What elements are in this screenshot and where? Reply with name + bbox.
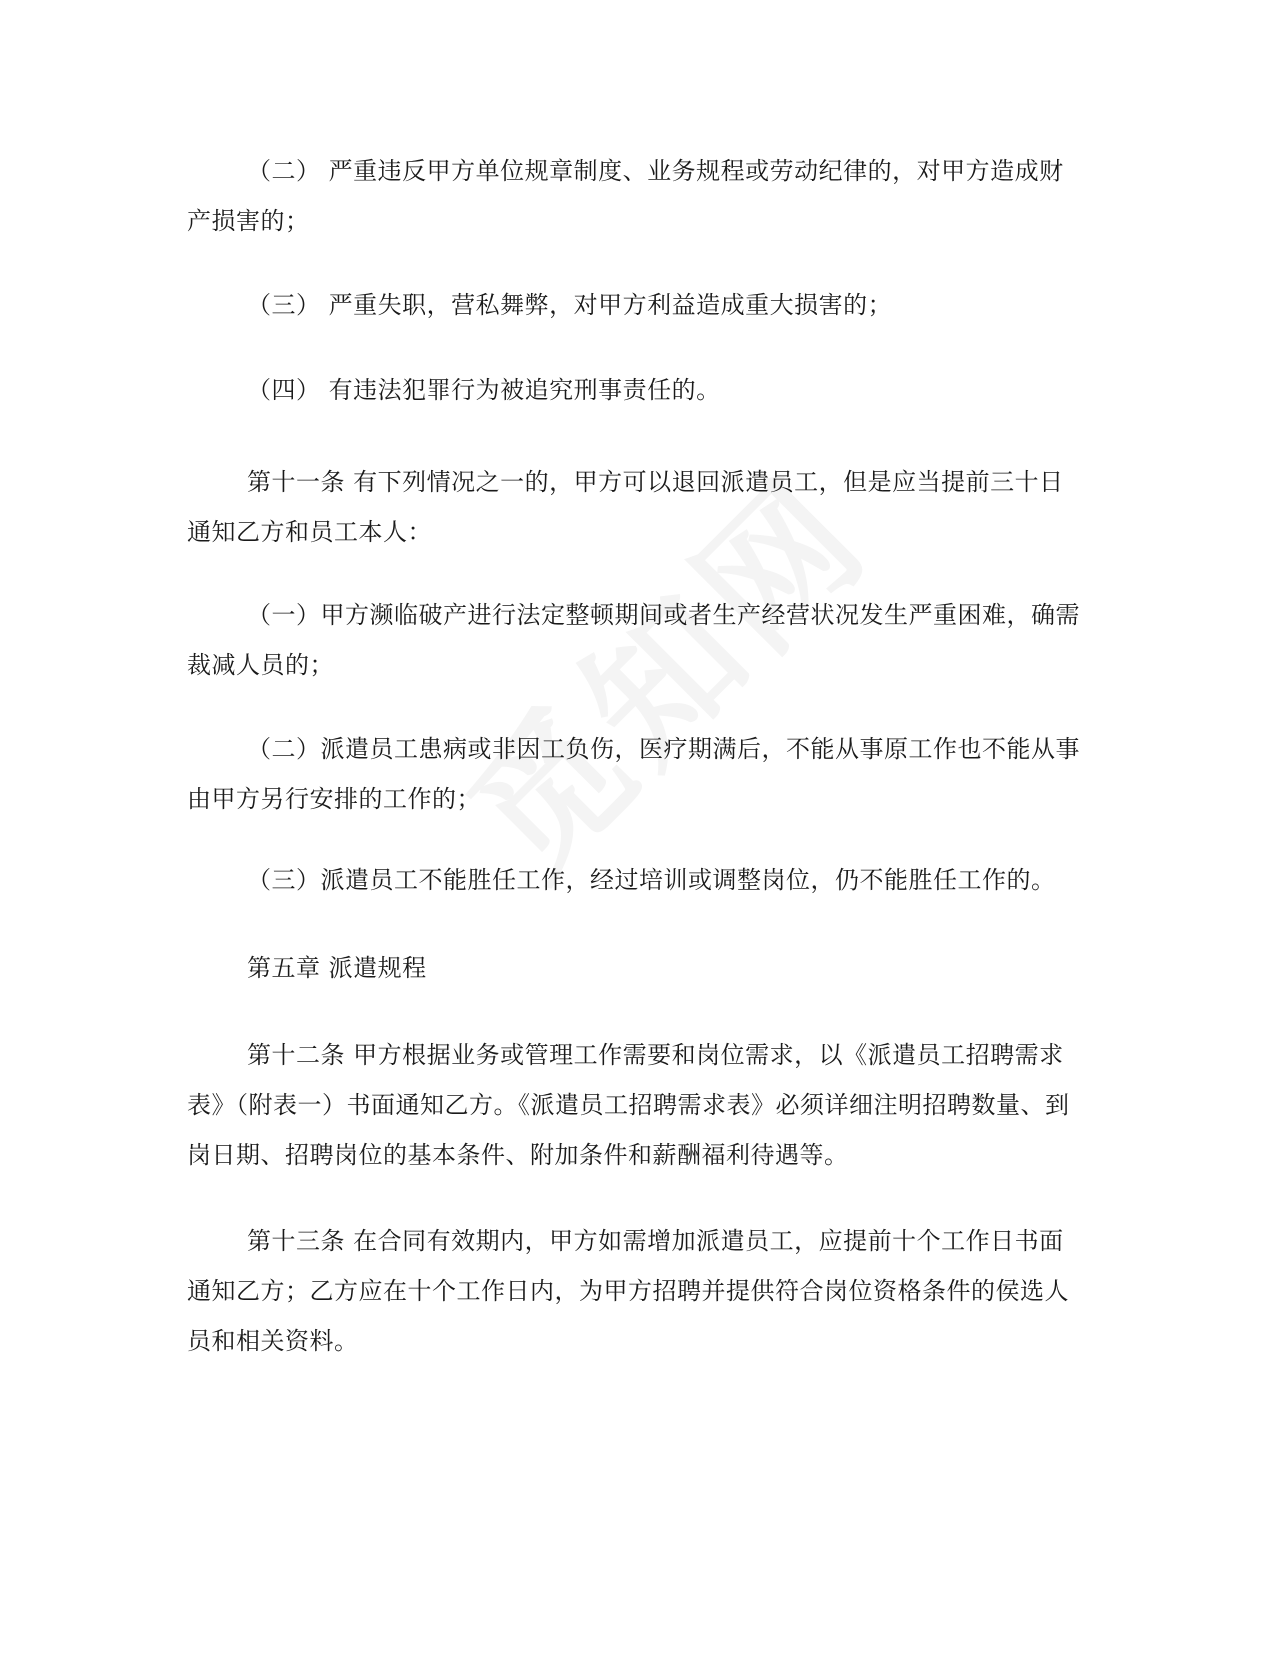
article-11-item-1: （一）甲方濒临破产进行法定整顿期间或者生产经营状况发生严重困难，确需裁减人员的； bbox=[187, 601, 1080, 679]
article-11-item-3: （三）派遣员工不能胜任工作，经过培训或调整岗位，仍不能胜任工作的。 bbox=[247, 866, 1056, 894]
article-13: 第十三条 在合同有效期内，甲方如需增加派遣员工，应提前十个工作日书面通知乙方；乙方应在十个工作日内，为甲方招聘并提供符合岗位资格条件的侯选人员和相关资料。 bbox=[187, 1227, 1069, 1355]
article-12: 第十二条 甲方根据业务或管理工作需要和岗位需求，以《派遣员工招聘需求表》（附表一）书面通知乙方。《派遣员工招聘需求表》必须详细注明招聘数量、到岗日期、招聘岗位的基本条件、附加条件和薪酬福利待遇等。 bbox=[187, 1041, 1070, 1169]
clause-item-4: （四） 有违法犯罪行为被追究刑事责任的。 bbox=[247, 376, 721, 404]
clause-item-3: （三） 严重失职，营私舞弊，对甲方利益造成重大损害的； bbox=[247, 291, 893, 319]
article-11: 第十一条 有下列情况之一的，甲方可以退回派遣员工，但是应当提前三十日通知乙方和员工本人： bbox=[187, 468, 1064, 546]
chapter-5-heading: 第五章 派遣规程 bbox=[247, 954, 427, 982]
article-11-item-2: （二）派遣员工患病或非因工负伤，医疗期满后，不能从事原工作也不能从事由甲方另行安排的工作的； bbox=[187, 735, 1080, 813]
clause-item-2: （二） 严重违反甲方单位规章制度、业务规程或劳动纪律的，对甲方造成财产损害的； bbox=[187, 157, 1064, 235]
